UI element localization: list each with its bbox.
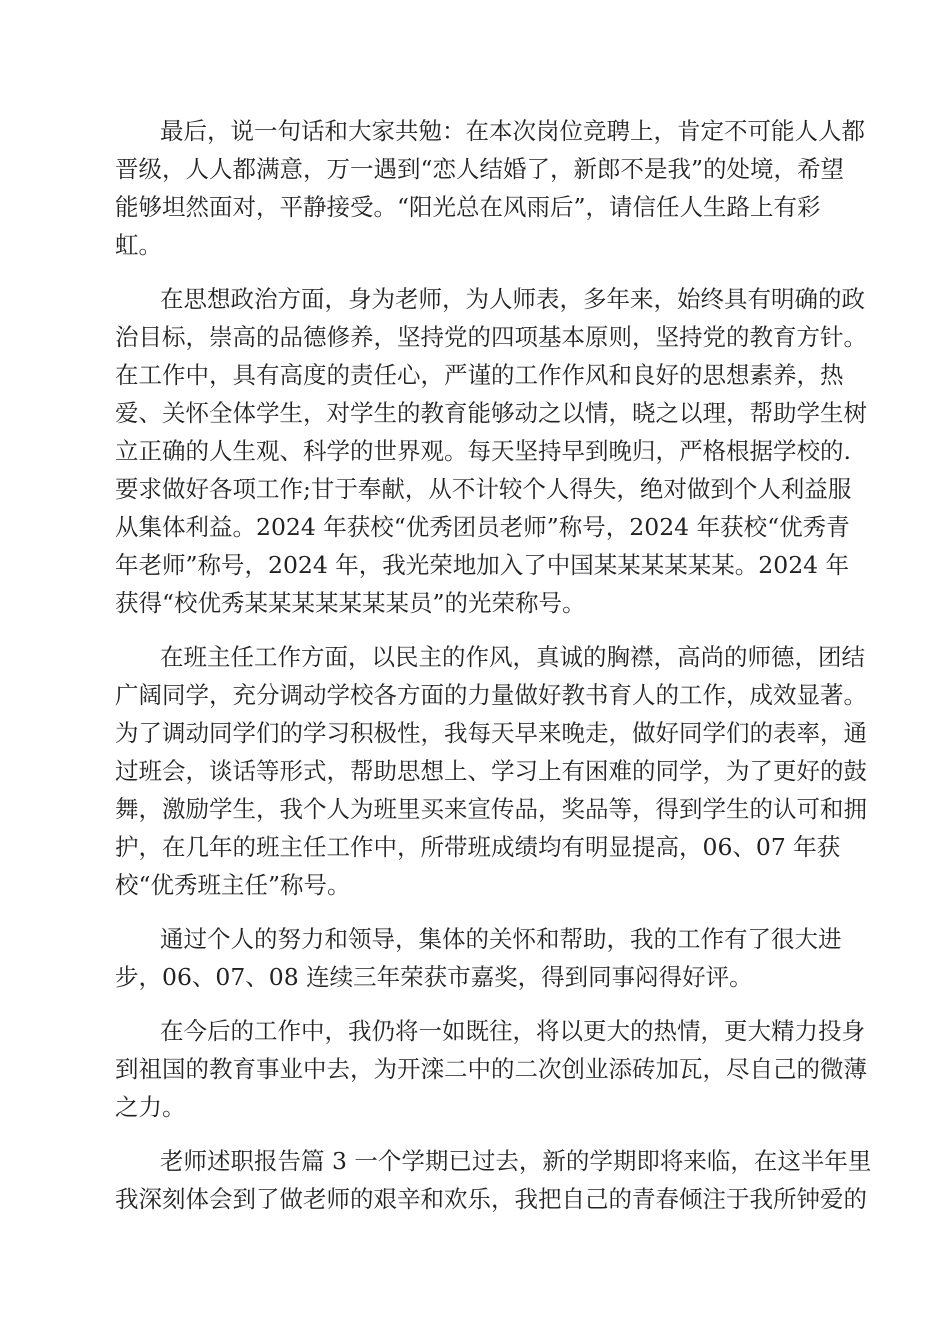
paragraph-line: 舞，激励学生，我个人为班里买来宣传品，奖品等，得到学生的认可和拥 bbox=[115, 795, 867, 823]
paragraph-line: 为了调动同学们的学习积极性，我每天早来晚走，做好同学们的表率，通 bbox=[115, 719, 867, 747]
paragraph-line: 步，06、07、08 连续三年荣获市嘉奖，得到同事闷得好评。 bbox=[115, 963, 753, 991]
paragraph-line: 通过个人的努力和领导，集体的关怀和帮助，我的工作有了很大进 bbox=[160, 925, 842, 953]
paragraph-line: 到祖国的教育事业中去，为开滦二中的二次创业添砖加瓦，尽自己的微薄 bbox=[115, 1055, 867, 1083]
paragraph-line: 治目标，崇高的品德修养，坚持党的四项基本原则，坚持党的教育方针。 bbox=[115, 323, 867, 351]
paragraph-line: 年老师”称号，2024 年，我光荣地加入了中国某某某某某某。2024 年 bbox=[115, 551, 850, 579]
paragraph-line: 能够坦然面对，平静接受。“阳光总在风雨后”，请信任人生路上有彩 bbox=[115, 193, 821, 221]
paragraph-line: 虹。 bbox=[115, 231, 162, 259]
paragraph-line: 要求做好各项工作;甘于奉献，从不计较个人得失，绝对做到个人利益服 bbox=[115, 475, 852, 503]
paragraph-line: 之力。 bbox=[115, 1093, 186, 1121]
paragraph-line: 广阔同学，充分调动学校各方面的力量做好教书育人的工作，成效显著。 bbox=[115, 681, 867, 709]
paragraph-line: 获得“校优秀某某某某某某某员”的光荣称号。 bbox=[115, 589, 586, 617]
paragraph-line: 我深刻体会到了做老师的艰辛和欢乐，我把自己的青春倾注于我所钟爱的 bbox=[115, 1185, 867, 1213]
paragraph-line: 晋级，人人都满意，万一遇到“恋人结婚了，新郎不是我”的处境，希望 bbox=[115, 155, 845, 183]
paragraph-line: 校“优秀班主任”称号。 bbox=[115, 871, 351, 899]
paragraph-line: 在班主任工作方面，以民主的作风，真诚的胸襟，高尚的师德，团结 bbox=[160, 643, 865, 671]
paragraph-line: 老师述职报告篇 3 一个学期已过去，新的学期即将来临，在这半年里 bbox=[160, 1147, 872, 1175]
paragraph-line: 过班会，谈话等形式，帮助思想上、学习上有困难的同学，为了更好的鼓 bbox=[115, 757, 867, 785]
paragraph-line: 在工作中，具有高度的责任心，严谨的工作作风和良好的思想素养，热 bbox=[115, 361, 844, 389]
paragraph-line: 立正确的人生观、科学的世界观。每天坚持早到晚归，严格根据学校的. bbox=[115, 437, 851, 465]
paragraph-line: 从集体利益。2024 年获校“优秀团员老师”称号，2024 年获校“优秀青 bbox=[115, 513, 850, 541]
paragraph-line: 护，在几年的班主任工作中，所带班成绩均有明显提高，06、07 年获 bbox=[115, 833, 841, 861]
paragraph-line: 爱、关怀全体学生，对学生的教育能够动之以情，晓之以理，帮助学生树 bbox=[115, 399, 867, 427]
paragraph-line: 最后，说一句话和大家共勉：在本次岗位竞聘上，肯定不可能人人都 bbox=[160, 117, 865, 145]
paragraph-line: 在今后的工作中，我仍将一如既往，将以更大的热情，更大精力投身 bbox=[160, 1017, 865, 1045]
paragraph-line: 在思想政治方面，身为老师，为人师表，多年来，始终具有明确的政 bbox=[160, 285, 865, 313]
